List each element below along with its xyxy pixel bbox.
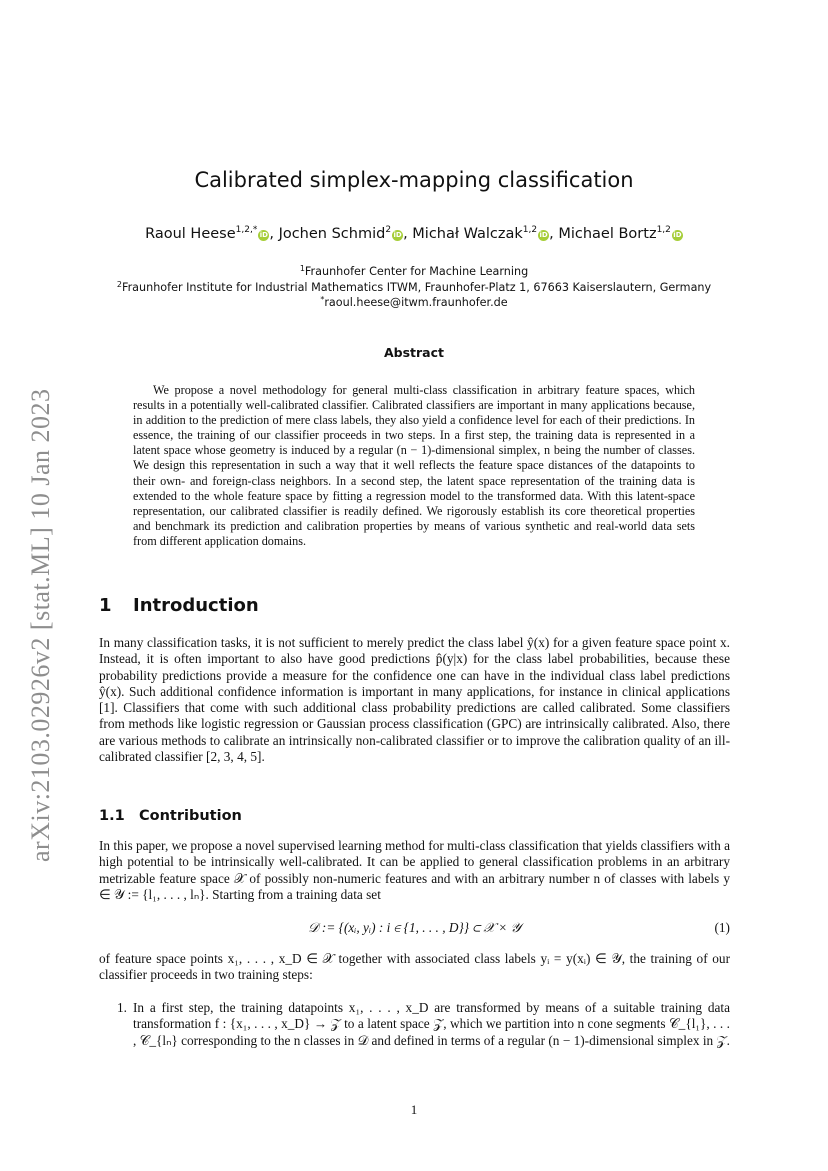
subsection-number: 1.1	[99, 808, 125, 824]
author-2	[279, 226, 404, 242]
list-item-text: In a first step, the training datapoints x₁, . . . , x_D are transformed by means of a suitable training data transformation f : {x₁, . . . , x_D} → 𝒵 to a latent space 𝒵, which we partition into n cone segments 𝒞_{l₁}, . . . , 𝒞_{lₙ} corresponding to the n classes in 𝒟 and defined in terms of a regular (n − 1)-dimensional simplex in 𝒵.	[133, 1000, 730, 1048]
affiliation-1: $^1$Fraunhofer Center for Machine Learning	[299, 264, 529, 278]
author-affiliation-marker: 1,2	[522, 225, 538, 235]
page-number: 1	[410, 1102, 418, 1117]
arxiv-identifier-stamp: arXiv:2103.02926v2 [stat.ML] 10 Jan 2023	[26, 388, 55, 862]
paper-title: Calibrated simplex-mapping classification	[194, 168, 634, 192]
author-name: Michał Walczak	[412, 226, 523, 242]
author-affiliation-marker: 1,2,*	[235, 225, 258, 235]
contribution-paragraph: In this paper, we propose a novel supervised learning method for multi-class classification that yields classifiers with a high potential to be intrinsically well-calibrated. It can be applied to general classification problems in an arbitrary metrizable feature space 𝒳 of possibly non-numeric features and with an arbitrary number n of classes with labels y ∈ 𝒴 := {l₁, . . . , lₙ}. Starting from a training data set	[99, 838, 730, 902]
author-affiliation-marker: 1,2	[656, 225, 671, 235]
section-title: Introduction	[133, 595, 259, 616]
training-steps-list	[117, 1000, 730, 1049]
list-marker: 1.	[117, 1000, 127, 1015]
corresponding-email: *raoul.heese@itwm.fraunhofer.de	[320, 295, 508, 309]
abstract-text: We propose a novel methodology for general multi-class classification in arbitrary feature spaces, which results in a potentially well-calibrated classifier. Calibrated classifiers are important in many applications because, in addition to the prediction of mere class labels, they also yield a confidence level for each of their predictions. In essence, the training of our classifier proceeds in two steps. In a first step, the training data is represented in a latent space whose geometry is induced by a regular (n − 1)-dimensional simplex, n being the number of classes. We design this representation in such a way that it well reflects the feature space distances of the datapoints to their own- and foreign-class neighbors. In a second step, the latent space representation of the training data is extended to the whole feature space by fitting a regression model to the transformed data. With this latent-space representation, our calibrated classifier is readily defined. We rigorously establish its core theoretical properties and benchmark its prediction and calibration properties by means of various synthetic and real-world data sets from different application domains.	[133, 383, 695, 548]
author-affiliation-marker: 2	[385, 225, 392, 235]
orcid-icon[interactable]: iD	[673, 231, 682, 239]
section-heading-introduction	[99, 595, 259, 616]
author-4	[558, 226, 683, 242]
author-name: Raoul Heese	[145, 226, 236, 242]
equation-1	[99, 920, 730, 938]
author-1	[145, 226, 269, 242]
author-name: Michael Bortz	[558, 226, 657, 242]
subsection-title: Contribution	[139, 808, 242, 824]
author-name: Jochen Schmid	[278, 226, 386, 242]
list-item	[117, 1000, 730, 1049]
author-list: Raoul Heese$^{1,2,*}$ iD, Jochen Schmid$^2$ iD, Michał Walczak$^{1,2}$ iD, Michael Bortz$^{1,2}$ iD	[145, 225, 682, 242]
orcid-icon[interactable]: iD	[539, 231, 548, 239]
affiliation-2: $^2$Fraunhofer Institute for Industrial Mathematics ITWM, Fraunhofer-Platz 1, 67663 Kaiserslautern, Germany	[116, 280, 712, 294]
introduction-paragraph: In many classification tasks, it is not sufficient to merely predict the class label ŷ(x) for a given feature space point x. Instead, it is often important to also have good predictions p̂(y|x) for the class label probabilities, because these probability predictions provide a measure for the confidence one can have in the individual class label predictions ŷ(x). Such additional confidence information is important in many applications, for instance in clinical applications [1]. Classifiers that come with such additional class probability predictions are called calibrated. Some classifiers from methods like logistic regression or Gaussian process classification (GPC) are intrinsically calibrated. Also, there are various methods to calibrate an intrinsically non-calibrated classifier or to improve the calibration quality of an ill-calibrated classifier [2, 3, 4, 5].	[99, 635, 730, 765]
orcid-icon[interactable]: iD	[259, 231, 268, 239]
subsection-heading-contribution	[99, 808, 242, 824]
section-number: 1	[99, 595, 112, 616]
email-link[interactable]: raoul.heese@itwm.fraunhofer.de	[324, 296, 508, 309]
equation-number: (1)	[714, 920, 730, 935]
orcid-icon[interactable]: iD	[393, 231, 402, 239]
equation-body: 𝒟 := {(xᵢ, yᵢ) : i ∈ {1, . . . , D}} ⊂ 𝒳 × 𝒴	[308, 920, 521, 935]
author-3	[412, 226, 549, 242]
abstract-heading: Abstract	[383, 345, 445, 360]
post-equation-paragraph: of feature space points x₁, . . . , x_D ∈ 𝒳 together with associated class labels yᵢ = y(xᵢ) ∈ 𝒴, the training of our classifier proceeds in two training steps:	[99, 951, 730, 983]
